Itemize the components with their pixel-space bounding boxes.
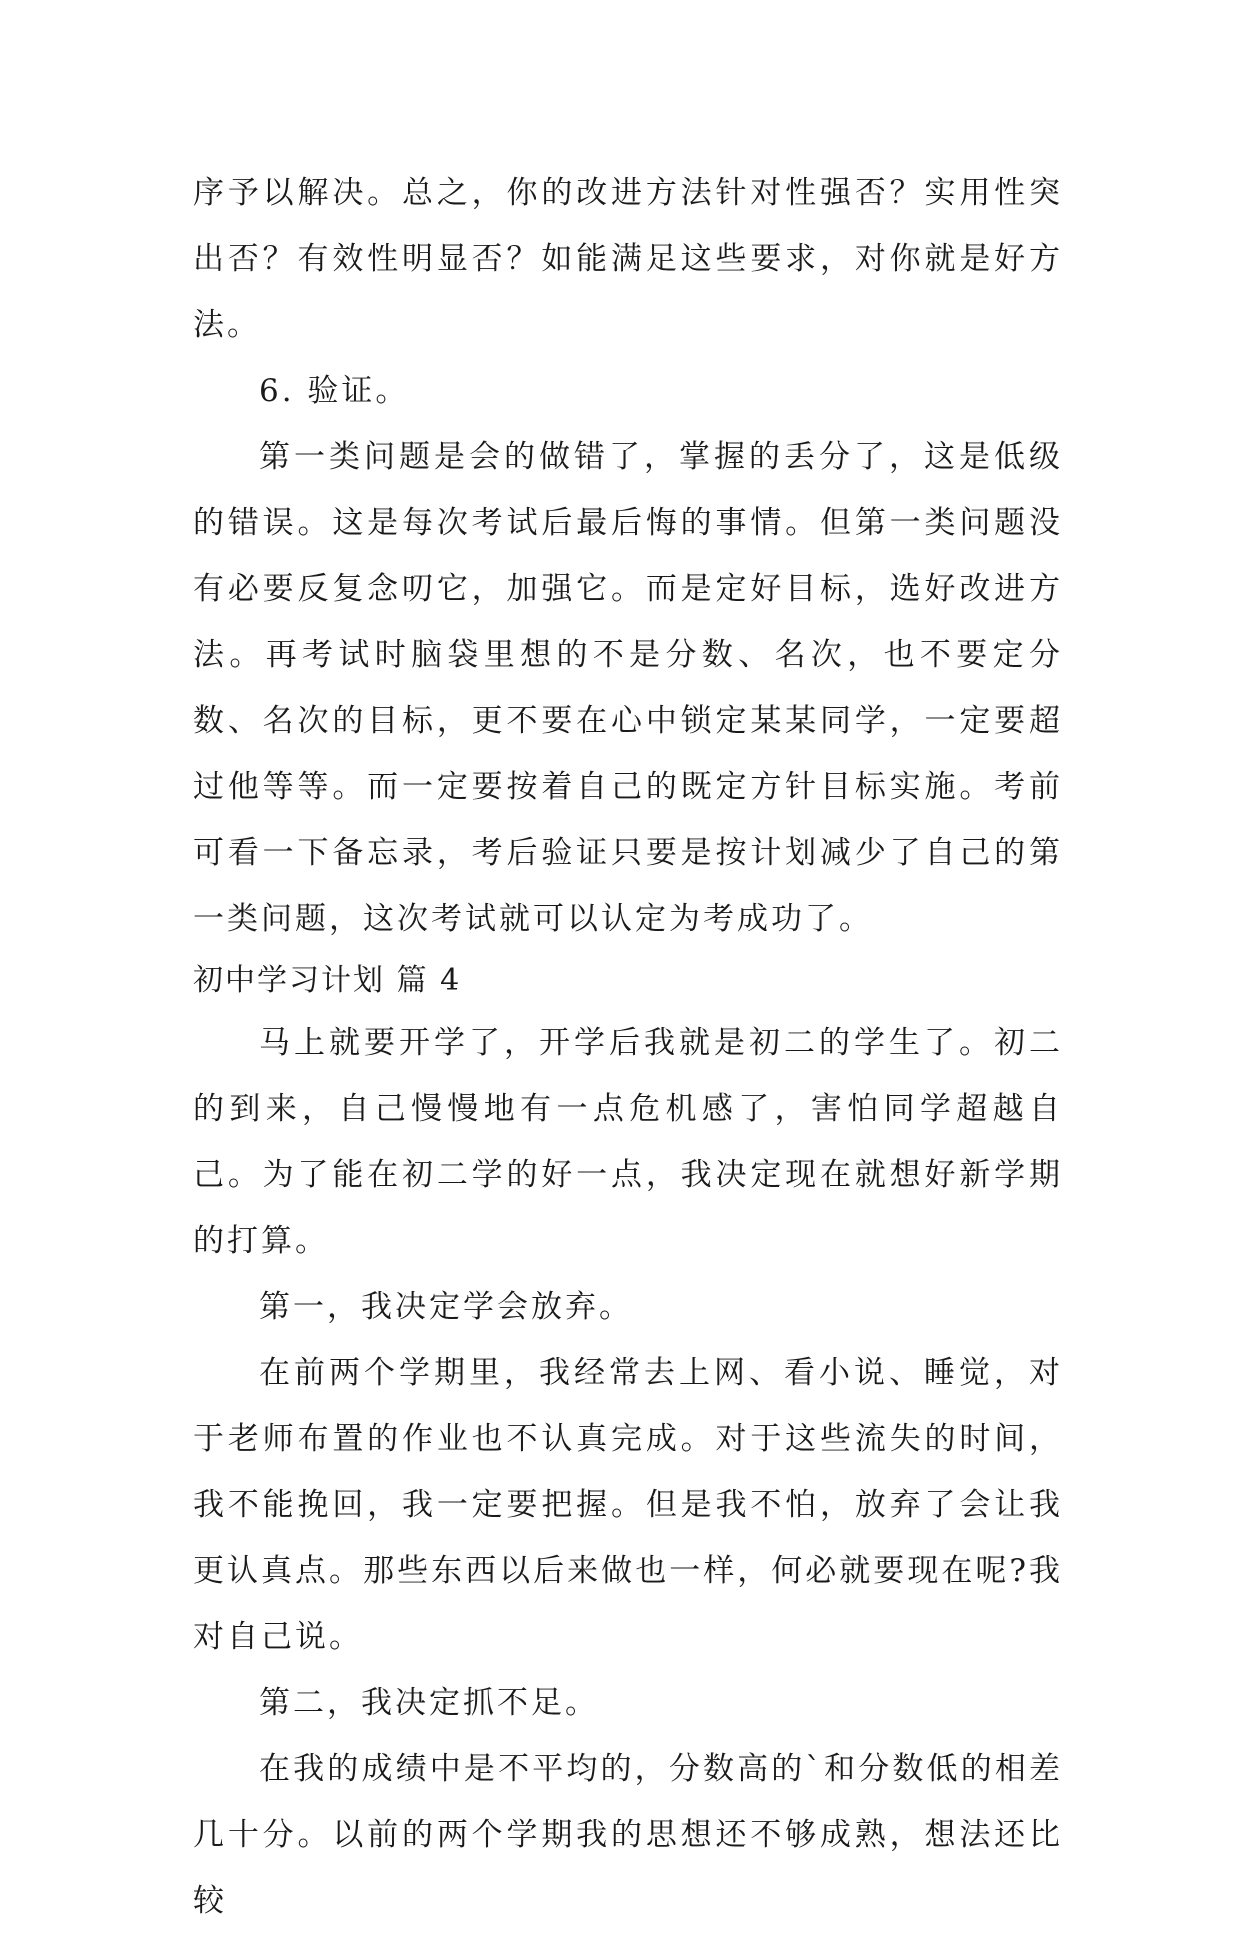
paragraph-2-verification-heading: 6. 验证。 — [259, 373, 410, 409]
paragraph-6: 在前两个学期里，我经常去上网、看小说、睡觉，对于老师布置的作业也不认真完成。对于这些流失的时间，我不能挽回，我一定要把握。但是我不怕，放弃了会让我更认真点。那些东西以后来做也一样，何必就要现在呢?我对自己说。 — [193, 1355, 1063, 1655]
paragraph-5: 第一，我决定学会放弃。 — [259, 1289, 633, 1325]
paragraph-1: 序予以解决。总之，你的改进方法针对性强否？实用性突出否？有效性明显否？如能满足这些要求，对你就是好方法。 — [193, 175, 1063, 343]
paragraph-3: 第一类问题是会的做错了，掌握的丢分了，这是低级的错误。这是每次考试后最后悔的事情。但第一类问题没有必要反复念叨它，加强它。而是定好目标，选好改进方法。再考试时脑袋里想的不是分数、名次，也不要定分数、名次的目标，更不要在心中锁定某某同学，一定要超过他等等。而一定要按着自己的既定方针目标实施。考前可看一下备忘录，考后验证只要是按计划减少了自己的第一类问题，这次考试就可以认定为考成功了。 — [193, 439, 1063, 937]
section-heading: 初中学习计划 篇 4 — [193, 963, 462, 998]
paragraph-8: 在我的成绩中是不平均的，分数高的`和分数低的相差几十分。以前的两个学期我的思想还不够成熟，想法还比较 — [193, 1751, 1063, 1919]
paragraph-4: 马上就要开学了，开学后我就是初二的学生了。初二的到来，自己慢慢地有一点危机感了，害怕同学超越自己。为了能在初二学的好一点，我决定现在就想好新学期的打算。 — [193, 1025, 1063, 1259]
document-body — [193, 160, 1063, 1934]
paragraph-7: 第二，我决定抓不足。 — [259, 1685, 599, 1721]
